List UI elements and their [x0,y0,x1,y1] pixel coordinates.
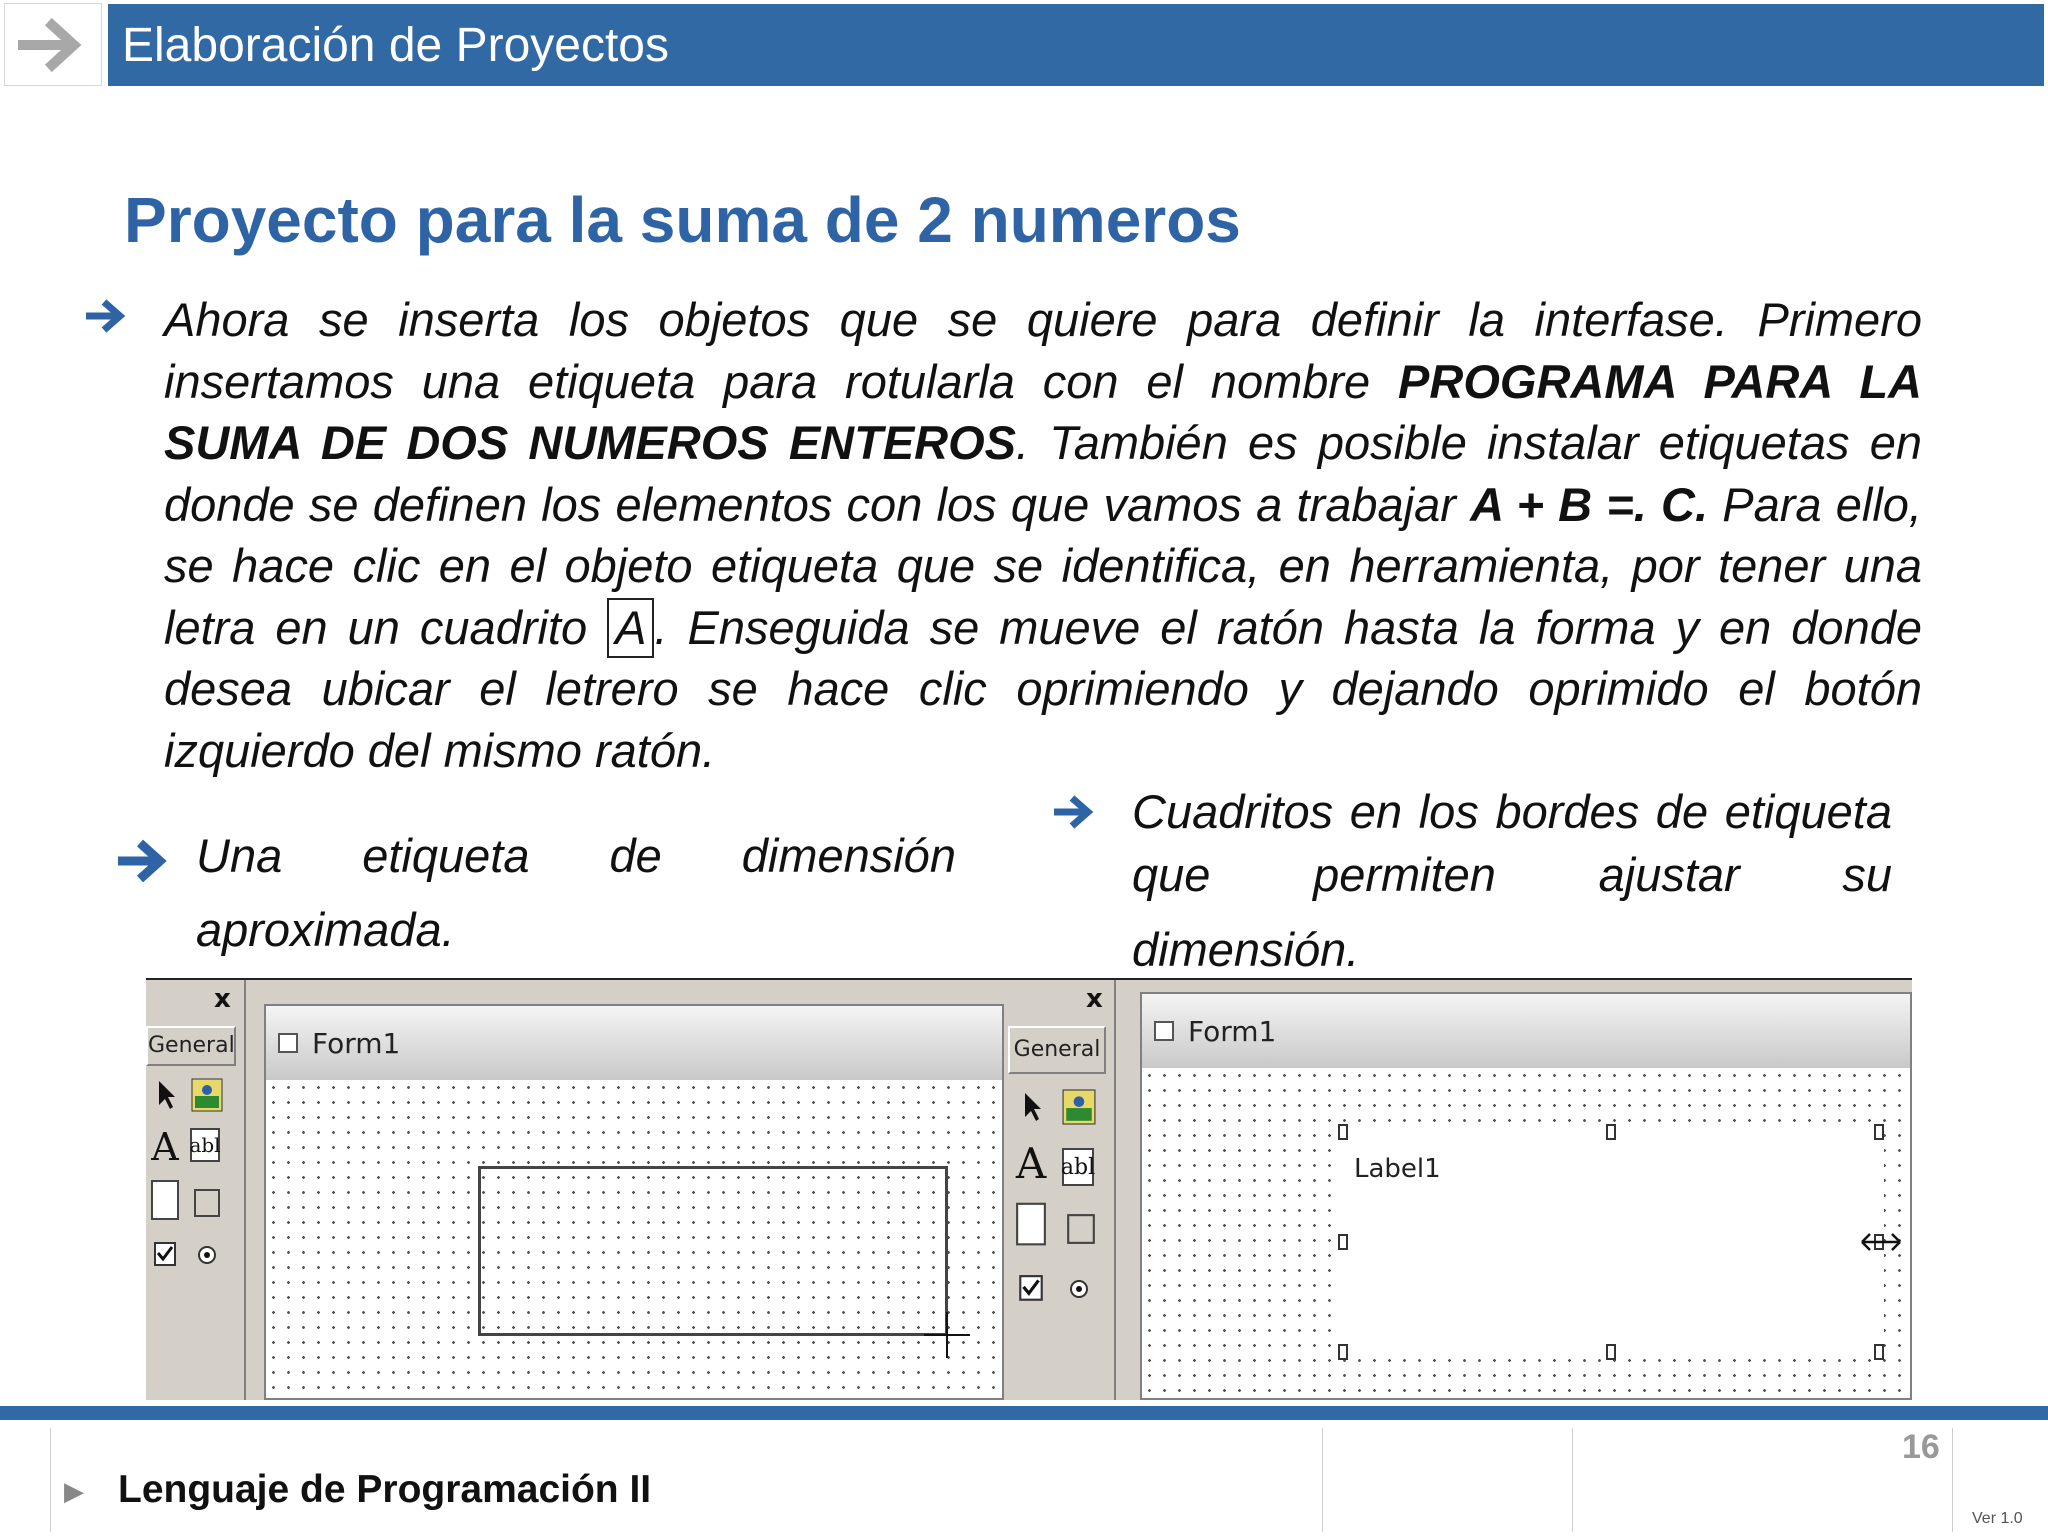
checkbox-tool[interactable] [1014,1270,1048,1308]
toolbox-general-tab[interactable]: General [1008,1026,1106,1074]
frame-tool[interactable] [1014,1204,1048,1242]
label-tool[interactable]: A [1015,1138,1047,1188]
resize-handle[interactable] [1338,1344,1348,1360]
caption-word: Una [196,829,283,882]
picture-icon [1062,1088,1096,1126]
label-control[interactable] [1342,1130,1884,1350]
checkbox-icon [153,1241,177,1269]
close-icon[interactable]: x [1086,984,1103,1014]
form-icon [278,1033,298,1053]
resize-handle[interactable] [1606,1344,1616,1360]
optionbutton-tool[interactable] [1062,1270,1096,1308]
commandbutton-tool[interactable] [190,1184,224,1222]
paragraph-text-1: Ahora se inserta los objetos que se quiere para definir la interfase. Primero insertamos una etiqueta para rotularla con el nombre [164,293,1922,408]
main-paragraph [164,289,1922,781]
frame-icon [1015,1198,1047,1248]
slide-title: Proyecto para la suma de 2 numeros [124,184,1241,256]
footer-divider [1572,1428,1573,1532]
resize-handle[interactable] [1874,1344,1884,1360]
toolbox-general-tab[interactable]: General [146,1026,236,1066]
caption-word: de [609,829,662,882]
bullet-arrow-icon [116,838,170,884]
textbox-tool[interactable]: abl [190,1128,220,1162]
footer-bar [0,1406,2048,1420]
caption-left-line2: aproximada. [196,903,455,956]
paragraph-bold-2: A + B =. C. [1470,477,1709,531]
resize-handle[interactable] [1606,1124,1616,1140]
checkbox-tool[interactable] [148,1236,182,1274]
form-window[interactable] [264,1004,1004,1400]
button-icon [1066,1213,1096,1245]
form-window[interactable] [1140,992,1912,1400]
bullet-arrow-icon [84,298,128,334]
boxed-letter-a: A [607,598,654,658]
commandbutton-tool[interactable] [1064,1210,1098,1248]
resize-handle[interactable] [1338,1124,1348,1140]
textbox-tool[interactable]: abl [1062,1148,1094,1186]
resize-handle[interactable] [1338,1234,1348,1250]
pointer-icon [157,1079,177,1111]
label-control-caption: Label1 [1354,1154,1441,1184]
paragraph-text-4: . Enseguida se mueve el ratón hasta la forma y en donde desea ubicar el letrero se hace clic oprimiendo y dejando oprimido el botón izquierdo del mismo ratón. [164,600,1922,777]
radio-icon [1068,1278,1090,1300]
checkbox-icon [1018,1274,1044,1304]
ide-screenshot-left [146,980,1008,1400]
picture-icon [191,1078,223,1112]
ide-screenshot-right [1008,980,1912,1400]
resize-horizontal-cursor-icon [1860,1230,1902,1254]
close-icon[interactable]: x [214,984,231,1014]
arrow-right-icon [18,17,88,73]
paragraph-bold-1: PROGRAMA PARA LA SUMA DE DOS NUMEROS ENTEROS [164,354,1922,469]
form-title: Form1 [312,1026,401,1060]
footer-divider [1322,1428,1323,1532]
caption-right-line3: dimensión. [1132,923,1360,976]
pointer-icon [1023,1090,1043,1124]
header-bar [108,4,2044,86]
pointer-tool[interactable] [150,1076,184,1114]
caption-left-line1 [196,828,956,883]
form-titlebar [1142,994,1910,1068]
triangle-right-icon: ▶ [64,1476,84,1506]
picturebox-tool[interactable] [190,1076,224,1114]
footer-course-name: Lenguaje de Programación II [118,1468,652,1511]
label-drag-rectangle [478,1166,948,1336]
toolbox-panel [146,980,246,1400]
bullet-arrow-icon [1052,794,1096,830]
footer-divider [1952,1428,1953,1532]
caption-word: etiqueta [362,829,530,882]
caption-word: dimensión [741,829,956,882]
toolbox-panel [1008,980,1116,1400]
form-titlebar [266,1006,1002,1080]
optionbutton-tool[interactable] [190,1236,224,1274]
header-title: Elaboración de Proyectos [122,18,669,72]
crosshair-cursor-icon [922,1310,972,1360]
frame-tool[interactable] [148,1180,182,1218]
version-label: Ver 1.0 [1972,1510,2023,1527]
frame-icon [150,1177,180,1221]
label-tool[interactable]: A [151,1125,179,1169]
page-number: 16 [1902,1428,1940,1466]
radio-icon [196,1244,218,1266]
header-arrow-box [4,3,102,86]
button-icon [193,1188,221,1218]
pointer-tool[interactable] [1016,1088,1050,1126]
paragraph-text-2: . También es posible instalar etiquetas en donde se definen los elementos con los que vamos a trabajar [164,416,1922,531]
form-title: Form1 [1188,1014,1277,1048]
paragraph-text-3: Para ello, se hace clic en el objeto etiqueta que se identifica, en herramienta, por tener una letra en un cuadrito [164,477,1922,654]
footer-divider [50,1428,51,1532]
resize-handle[interactable] [1874,1124,1884,1140]
form-icon [1154,1021,1174,1041]
caption-right: Cuadritos en los bordes de etiqueta que permiten ajustar su [1132,785,1892,901]
picturebox-tool[interactable] [1062,1088,1096,1126]
